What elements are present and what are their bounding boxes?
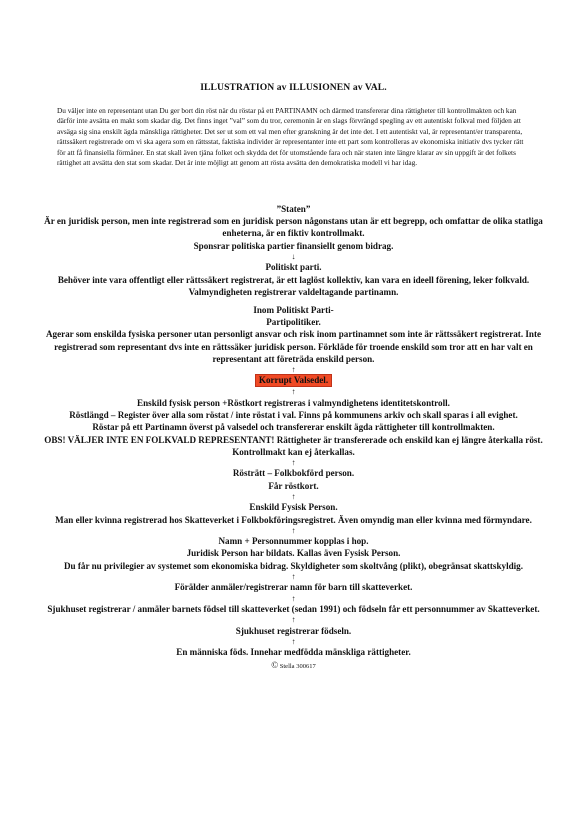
parti-heading: Politiskt parti. bbox=[265, 262, 322, 273]
sjukhus-anmaler-text: Sjukhuset registrerar / anmäler barnets födsel till skatteverket (sedan 1991) och födseln får ett personnummer av Skatteverket. bbox=[47, 604, 540, 615]
signature-text: Stella 300617 bbox=[279, 662, 316, 670]
partipolitiker-heading: Partipolitiker. bbox=[266, 317, 321, 328]
staten-sponsor-text: Sponsrar politiska partier finansiellt genom bidrag. bbox=[193, 240, 394, 251]
korrupt-valsedel-badge: Korrupt Valsedel. bbox=[255, 374, 332, 387]
juridisk-person-text: Juridisk Person har bildats. Kallas även Fysisk Person. bbox=[186, 548, 401, 559]
up-arrow-icon: ↑ bbox=[291, 636, 296, 646]
flow-diagram bbox=[40, 203, 547, 673]
up-arrow-icon: ↑ bbox=[291, 571, 296, 581]
partipolitiker-text: Agerar som enskilda fysiska personer utan personligt ansvar och risk inom partinamnet som inte är rättssäkert registrerat. Inte registrerad som representant dvs inte en rättssäker juridisk person. Förkläde för troende enskild som tror att en har valt en representant att företräda enskild person. bbox=[45, 329, 542, 364]
manniska-fods-text: En människa föds. Innehar medfödda mänskliga rättigheter. bbox=[176, 647, 411, 658]
copyright-icon: © bbox=[271, 659, 279, 670]
staten-heading: ”Staten” bbox=[276, 204, 311, 214]
up-arrow-icon: ↑ bbox=[291, 387, 296, 397]
intro-paragraph: Du väljer inte en representant utan Du ger bort din röst när du röstar på ett PARTINAMN och därmed transfererar dina rättigheter till kontrollmakten och kan därför inte avsätta en makt som skadar dig. Det finns inget ”val” som du tror, ceremonin är en slags förvrängd spegling av ett autentiskt folkval med följden att avsäga sig sina enskilt ägda mänskliga rättigheter. Det ser ut som ett val men efter granskning är det inte det. I ett autentiskt val, är representant/er transparenta, rättssäkert registrerade om vi ska agera som en rättsstat, faktiska individer är representanter inte ett part som kontrolleras av ekonomiska initiativ dvs tycker rätt för att få finansiella förmåner. En stat skall även tjäna folket och skydda det för utomstående fara och när staten inte längre klarar av sin uppgift är det folkets rättighet att avsätta den stat som skadar. Det är inte möjligt att genom att rösta avsätta den demokratiska modell vi har idag. bbox=[57, 106, 524, 168]
sjukhus-registrerar-text: Sjukhuset registrerar födseln. bbox=[235, 625, 352, 636]
up-arrow-icon: ↑ bbox=[291, 615, 296, 625]
parti-text: Behöver inte vara offentligt eller rättssäkert registrerat, är ett laglöst kollektiv, kan vara en ideell förening, leker folkvald. Valmyndigheten registrerar valdeltagande partinamn. bbox=[57, 274, 530, 297]
fysisk-person-text: Man eller kvinna registrerad hos Skatteverket i Folkbokföringsregistret. Även omyndig man eller kvinna med förmyndare. bbox=[55, 514, 532, 525]
inom-parti-heading: Inom Politiskt Parti- bbox=[253, 304, 334, 315]
up-arrow-icon: ↑ bbox=[291, 364, 296, 374]
up-arrow-icon: ↑ bbox=[291, 491, 296, 501]
rostkort-text: Får röstkort. bbox=[268, 480, 319, 491]
up-arrow-icon: ↑ bbox=[291, 457, 296, 467]
enskild-rostkort-text: Enskild fysisk person +Röstkort registreras i valmyndighetens identitetskontroll. bbox=[137, 397, 450, 408]
down-arrow-icon: ↓ bbox=[291, 251, 296, 261]
signature bbox=[40, 659, 547, 673]
fysisk-person-heading: Enskild Fysisk Person. bbox=[249, 502, 338, 513]
namn-personnummer-text: Namn + Personnummer kopplas i hop. bbox=[218, 536, 369, 547]
privilegier-text: Du får nu privilegier av systemet som ekonomiska bidrag. Skyldigheter som skoltvång (plikt), obegränsat skattskyldig. bbox=[63, 560, 524, 571]
rostlangd-text: Röstlängd – Register över alla som röstat / inte röstat i val. Finns på kommunens arkiv och skall sparas i all evighet. bbox=[69, 410, 518, 421]
obs-warning-text: OBS! VÄLJER INTE EN FOLKVALD REPRESENTANT! Rättigheter är transfererade och enskild kan ej längre återkalla röst. Kontrollmakt kan ej återkallas. bbox=[44, 434, 543, 457]
rostratt-heading: Rösträtt – Folkbokförd person. bbox=[232, 468, 355, 479]
foralder-text: Förälder anmäler/registrerar namn för barn till skatteverket. bbox=[174, 582, 413, 593]
up-arrow-icon: ↑ bbox=[291, 593, 296, 603]
staten-text: Är en juridisk person, men inte registrerad som en juridisk person någonstans utan är ett begrepp, och omfattar de olika statliga enheterna, är en fiktiv kontrollmakt. bbox=[44, 216, 543, 239]
up-arrow-icon: ↑ bbox=[291, 525, 296, 535]
partinamn-text: Röstar på ett Partinamn överst på valsedel och transfererar enskilt ägda rättigheter till kontrollmakten. bbox=[92, 422, 495, 433]
document-title: ILLUSTRATION av ILLUSIONEN av VAL. bbox=[200, 82, 387, 93]
